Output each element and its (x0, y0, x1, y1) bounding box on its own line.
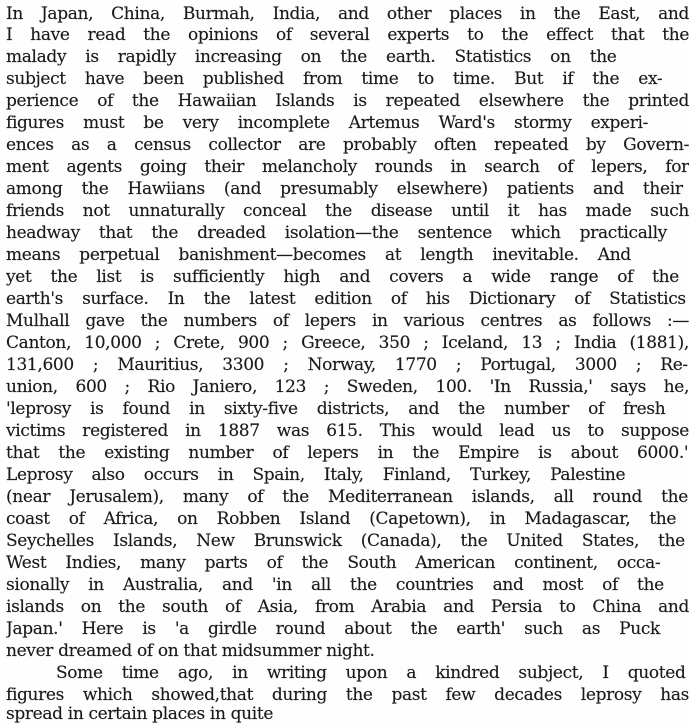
text-line-19: 'leprosy is found in sixty-five districts, and the number of fresh (6, 399, 666, 419)
text-line-11: headway that the dreaded isolation—the sentence which practically (6, 223, 667, 243)
text-line-25: Seychelles Islands, New Brunswick (Canada), the United States, the (6, 531, 685, 551)
text-line-24: coast of Africa, on Robben Island (Capetown), in Madagascar, the (6, 509, 677, 529)
text-line-27: sionally in Australia, and 'in all the countries and most of the (6, 575, 664, 595)
text-line-18: union, 600 ; Rio Janiero, 123 ; Sweden, 100. 'In Russia,' says he, (6, 377, 689, 397)
text-line-16: Canton, 10,000 ; Crete, 900 ; Greece, 350 ; Iceland, 13 ; India (1881), (6, 333, 689, 353)
text-line-30: never dreamed of on that midsummer night. (6, 641, 375, 661)
text-line-10: friends not unnaturally conceal the disease until it has made such (6, 201, 689, 221)
text-line-4: subject have been published from time to time. But if the ex- (6, 69, 663, 89)
text-line-3: malady is rapidly increasing on the earth. Statistics on the (6, 47, 617, 67)
text-line-9: among the Hawiians (and presumably elsewhere) patients and their (6, 179, 683, 199)
text-line-33: spread in certain places in quite (6, 704, 274, 724)
text-line-8: ment agents going their melancholy rounds in search of lepers, for (6, 157, 689, 177)
text-line-14: earth's surface. In the latest edition of his Dictionary of Statistics (6, 289, 686, 309)
text-line-7: ences as a census collector are probably often repeated by Govern- (6, 135, 689, 155)
text-line-21: that the existing number of lepers in the Empire is about 6000.' (6, 443, 689, 463)
text-line-13: yet the list is sufficiently high and covers a wide range of the (6, 267, 679, 287)
text-line-28: islands on the south of Asia, from Arabia and Persia to China and (6, 597, 689, 617)
text-line-32: figures which showed,that during the past few decades leprosy has (6, 685, 689, 705)
text-line-20: victims registered in 1887 was 615. This would lead us to suppose (6, 421, 689, 441)
text-line-23: (near Jerusalem), many of the Mediterranean islands, all round the (6, 487, 688, 507)
text-line-12: means perpetual banishment—becomes at length inevitable. And (6, 245, 631, 265)
text-line-5: perience of the Hawaiian Islands is repeated elsewhere the printed (6, 91, 689, 111)
text-line-26: West Indies, many parts of the South American continent, occa- (6, 553, 661, 573)
text-line-22: Leprosy also occurs in Spain, Italy, Finland, Turkey, Palestine (6, 465, 626, 485)
text-line-2: I have read the opinions of several experts to the effect that the (6, 25, 689, 45)
text-line-6: figures must be very incomplete Artemus Ward's stormy experi- (6, 113, 649, 133)
text-line-1: In Japan, China, Burmah, India, and other places in the East, and (6, 4, 689, 24)
text-line-31: Some time ago, in writing upon a kindred subject, I quoted (56, 663, 686, 683)
text-line-15: Mulhall gave the numbers of lepers in various centres as follows :— (6, 311, 689, 331)
text-line-17: 131,600 ; Mauritius, 3300 ; Norway, 1770 ; Portugal, 3000 ; Re- (6, 355, 688, 375)
text-line-29: Japan.' Here is 'a girdle round about the earth' such as Puck (6, 619, 660, 639)
